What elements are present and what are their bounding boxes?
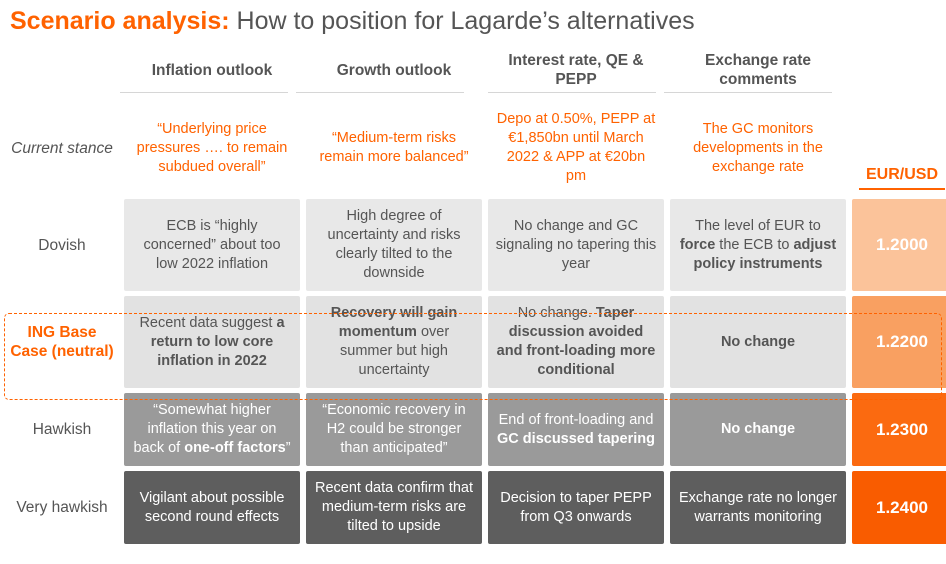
row-label-hawkish: Hawkish xyxy=(32,421,92,438)
fx-header-rule xyxy=(859,188,945,190)
table-header-row xyxy=(6,47,946,97)
cell-very-hawkish-rates: Decision to taper PEPP from Q3 onwards xyxy=(488,471,664,544)
table-row xyxy=(6,102,946,194)
fx-column-header xyxy=(852,102,946,194)
fx-value-dovish: 1.2000 xyxy=(852,199,946,291)
column-header-inflation: Inflation outlook xyxy=(151,61,273,79)
cell-current-growth: “Medium-term risks remain more balanced” xyxy=(319,130,469,165)
cell-hawkish-rates: End of front-loading and GC discussed tapering xyxy=(488,393,664,466)
column-header-rule-1 xyxy=(120,92,288,93)
cell-very-hawkish-growth: Recent data confirm that medium-term risks are tilted to upside xyxy=(306,471,482,544)
fx-value-base: 1.2200 xyxy=(852,296,946,388)
cell-base-fx-comment: No change xyxy=(670,296,846,388)
scenario-table xyxy=(0,42,946,549)
cell-dovish-rates: No change and GC signaling no tapering this year xyxy=(488,199,664,291)
cell-hawkish-growth: “Economic recovery in H2 could be stronger than anticipated” xyxy=(306,393,482,466)
table-row xyxy=(6,296,946,388)
cell-very-hawkish-inflation: Vigilant about possible second round effects xyxy=(124,471,300,544)
fx-corner-blank xyxy=(852,47,946,97)
cell-base-rates: No change. Taper discussion avoided and front-loading more conditional xyxy=(488,296,664,388)
title-rest: How to position for Lagarde’s alternatives xyxy=(229,7,695,35)
column-header-rule-4 xyxy=(664,92,832,93)
page-title xyxy=(10,6,695,36)
fx-value-hawkish: 1.2300 xyxy=(852,393,946,466)
table-row xyxy=(6,393,946,466)
cell-very-hawkish-fx-comment: Exchange rate no longer warrants monitoring xyxy=(670,471,846,544)
row-label-current-stance: Current stance xyxy=(11,139,113,157)
column-header-fx-comments: Exchange rate comments xyxy=(705,52,811,88)
table-row xyxy=(6,471,946,544)
cell-current-fx-comment: The GC monitors developments in the exchange rate xyxy=(693,120,823,175)
cell-hawkish-fx-comment: No change xyxy=(670,393,846,466)
cell-base-inflation: Recent data suggest a return to low core inflation in 2022 xyxy=(124,296,300,388)
fx-column-header-label: EUR/USD xyxy=(865,166,938,183)
column-header-growth: Growth outlook xyxy=(336,61,452,79)
cell-current-inflation: “Underlying price pressures …. to remain subdued overall” xyxy=(136,120,288,175)
table-row xyxy=(6,199,946,291)
scenario-matrix xyxy=(0,42,946,549)
cell-dovish-fx-comment: The level of EUR to force the ECB to adjust policy instruments xyxy=(670,199,846,291)
cell-base-growth: Recovery will gain momentum over summer but high uncertainty xyxy=(306,296,482,388)
title-emphasis: Scenario analysis: xyxy=(10,7,230,35)
column-header-rates: Interest rate, QE & PEPP xyxy=(508,52,644,88)
cell-current-rates: Depo at 0.50%, PEPP at €1,850bn until March 2022 & APP at €20bn pm xyxy=(496,111,656,184)
corner-blank xyxy=(6,47,118,97)
row-label-very-hawkish: Very hawkish xyxy=(16,499,108,516)
fx-value-very-hawkish: 1.2400 xyxy=(852,471,946,544)
row-label-dovish: Dovish xyxy=(38,236,86,254)
column-header-rule-3 xyxy=(488,92,656,93)
column-header-rule-2 xyxy=(296,92,464,93)
cell-dovish-inflation: ECB is “highly concerned” about too low 2022 inflation xyxy=(124,199,300,291)
cell-dovish-growth: High degree of uncertainty and risks clearly tilted to the downside xyxy=(306,199,482,291)
cell-hawkish-inflation: “Somewhat higher inflation this year on back of one-off factors” xyxy=(124,393,300,466)
row-label-ing-base-case: ING Base Case (neutral) xyxy=(10,324,114,360)
